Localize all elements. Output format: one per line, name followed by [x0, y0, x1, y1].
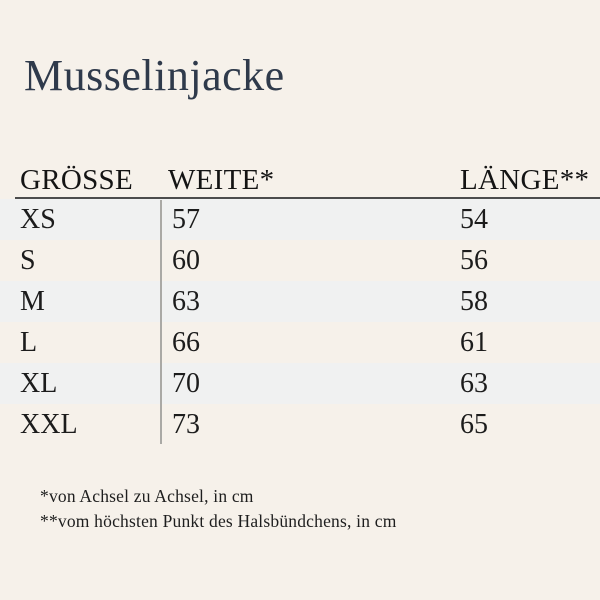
table-row-xl: [0, 363, 600, 404]
size-label: XXL: [20, 408, 78, 440]
weite-value: 60: [172, 244, 200, 276]
laenge-value: 61: [460, 326, 488, 358]
footnote-laenge: **vom höchsten Punkt des Halsbündchens, in cm: [40, 511, 397, 531]
size-table-header-row: [0, 155, 600, 197]
weite-value: 57: [172, 203, 200, 235]
weite-value: 66: [172, 326, 200, 358]
column-header-groesse: GRÖSSE: [20, 164, 133, 197]
laenge-value: 65: [460, 408, 488, 440]
column-header-laenge: LÄNGE**: [460, 164, 590, 197]
size-label: XL: [20, 367, 58, 399]
laenge-value: 63: [460, 367, 488, 399]
table-row-xs: [0, 199, 600, 240]
footnotes: [40, 484, 397, 534]
size-label: M: [20, 285, 45, 317]
size-label: S: [20, 244, 36, 276]
table-row-xxl: [0, 404, 600, 445]
weite-value: 73: [172, 408, 200, 440]
table-row-s: [0, 240, 600, 281]
size-table: [0, 155, 600, 440]
size-label: XS: [20, 203, 56, 235]
size-label: L: [20, 326, 38, 358]
footnote-weite: *von Achsel zu Achsel, in cm: [40, 486, 254, 506]
table-row-l: [0, 322, 600, 363]
column-header-weite: WEITE*: [168, 164, 275, 197]
column-divider-line: [160, 200, 162, 444]
page-title: Musselinjacke: [24, 51, 285, 100]
laenge-value: 58: [460, 285, 488, 317]
table-row-m: [0, 281, 600, 322]
laenge-value: 54: [460, 203, 488, 235]
laenge-value: 56: [460, 244, 488, 276]
weite-value: 70: [172, 367, 200, 399]
weite-value: 63: [172, 285, 200, 317]
size-table-body: [0, 199, 600, 445]
